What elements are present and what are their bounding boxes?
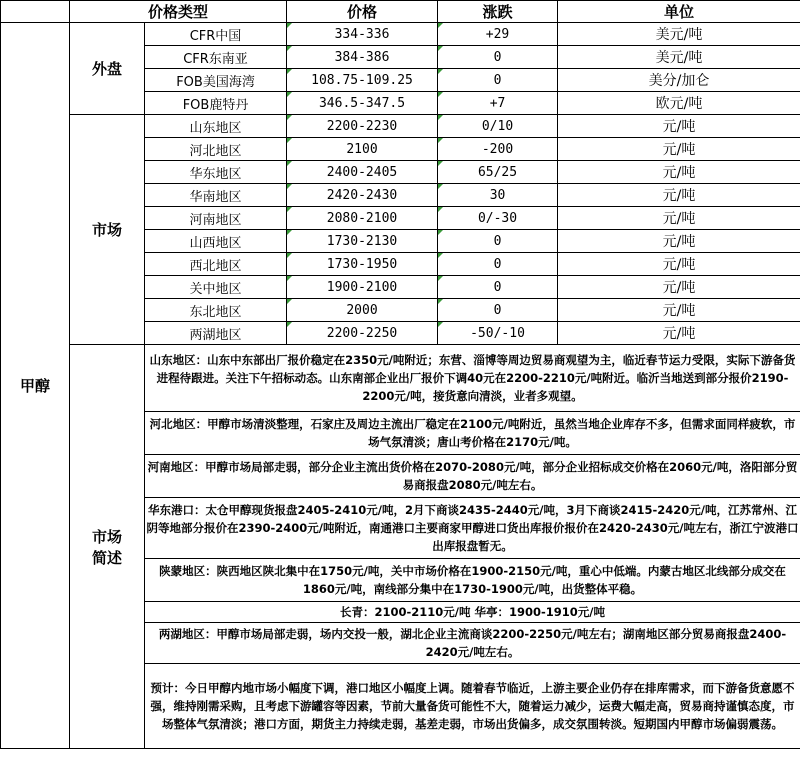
row-price-text: 1730-1950	[326, 256, 398, 272]
row-price	[287, 299, 438, 322]
row-unit: 元/吨	[558, 184, 800, 207]
summary-paragraph: 长青：2100-2110元/吨 华亭：1900-1910元/吨	[145, 602, 800, 623]
row-unit: 元/吨	[558, 161, 800, 184]
header-blank-cell	[1, 1, 70, 23]
row-name: 山东地区	[145, 115, 287, 138]
domestic-category-label: 市场	[70, 115, 145, 345]
row-change-text: 0	[493, 233, 502, 249]
row-price	[287, 276, 438, 299]
row-change	[438, 184, 558, 207]
row-name: 东北地区	[145, 299, 287, 322]
row-change	[438, 230, 558, 253]
row-price	[287, 161, 438, 184]
row-price	[287, 69, 438, 92]
summary-paragraph: 华东港口：太仓甲醇现货报盘2405-2410元/吨，2月下商谈2435-2440元/吨，3月下商谈2415-2420元/吨，江苏常州、江阴等地部分报价在2390-2400元/吨附近，南通港口主要商家甲醇进口货出库报价报价在2420-2430元/吨左右，浙江宁波港口出库报盘暂无。	[145, 498, 800, 559]
comment-marker	[287, 138, 292, 143]
row-name: 河南地区	[145, 207, 287, 230]
row-name: 山西地区	[145, 230, 287, 253]
comment-marker	[438, 69, 443, 74]
row-name: CFR中国	[145, 23, 287, 46]
row-unit: 美分/加仑	[558, 69, 800, 92]
comment-marker	[287, 207, 292, 212]
row-price-text: 2200-2230	[326, 118, 398, 134]
row-change-text: +7	[489, 95, 506, 111]
header-row	[1, 1, 800, 23]
row-change	[438, 46, 558, 69]
row-unit: 元/吨	[558, 299, 800, 322]
row-price	[287, 230, 438, 253]
summary-row	[1, 345, 800, 412]
summary-paragraph: 陕蒙地区：陕西地区陕北集中在1750元/吨，关中市场价格在1900-2150元/吨，重心中低端。内蒙古地区北线部分成交在1860元/吨，南线部分集中在1730-1900元/吨，出货整体平稳。	[145, 559, 800, 602]
comment-marker	[287, 253, 292, 258]
row-unit: 元/吨	[558, 322, 800, 345]
row-price	[287, 207, 438, 230]
comment-marker	[287, 230, 292, 235]
row-name: CFR东南亚	[145, 46, 287, 69]
row-unit: 元/吨	[558, 138, 800, 161]
summary-paragraph: 河南地区：甲醇市场局部走弱，部分企业主流出货价格在2070-2080元/吨，部分企业招标成交价格在2060元/吨，洛阳部分贸易商报盘2080元/吨左右。	[145, 455, 800, 498]
comment-marker	[287, 161, 292, 166]
row-name: 华东地区	[145, 161, 287, 184]
row-change-text: 0/10	[481, 118, 514, 134]
header-price-type: 价格类型	[70, 1, 287, 23]
row-price-text: 1900-2100	[326, 279, 398, 295]
comment-marker	[438, 92, 443, 97]
comment-marker	[287, 69, 292, 74]
summary-paragraph: 两湖地区：甲醇市场局部走弱，场内交投一般，湖北企业主流商谈2200-2250元/吨左右；湖南地区部分贸易商报盘2400-2420元/吨左右。	[145, 623, 800, 664]
comment-marker	[438, 23, 443, 28]
row-change-text: +29	[485, 26, 510, 42]
row-change	[438, 299, 558, 322]
row-unit: 元/吨	[558, 115, 800, 138]
row-change	[438, 322, 558, 345]
row-price-text: 1730-2130	[326, 233, 398, 249]
row-unit: 元/吨	[558, 230, 800, 253]
row-name: 河北地区	[145, 138, 287, 161]
row-price	[287, 46, 438, 69]
row-price	[287, 253, 438, 276]
row-price-text: 384-386	[334, 49, 390, 65]
row-price	[287, 115, 438, 138]
row-name: FOB鹿特丹	[145, 92, 287, 115]
row-price-text: 2200-2250	[326, 325, 398, 341]
row-name: 关中地区	[145, 276, 287, 299]
row-price-text: 2100	[346, 141, 378, 157]
comment-marker	[438, 46, 443, 51]
row-name: 西北地区	[145, 253, 287, 276]
summary-paragraph: 山东地区：山东中东部出厂报价稳定在2350元/吨附近；东营、淄博等周边贸易商观望为主，临近春节运力受限，实际下游备货进程待跟进。关注下午招标动态。山东南部企业出厂报价下调40元在2200-2210元/吨附近。临沂当地送到部分报价2190-2200元/吨，接货意向清淡，业者多观望。	[145, 345, 800, 412]
row-price-text: 108.75-109.25	[311, 72, 413, 88]
row-price-text: 2400-2405	[326, 164, 398, 180]
row-change-text: -50/-10	[470, 325, 525, 341]
row-change	[438, 69, 558, 92]
row-name: 华南地区	[145, 184, 287, 207]
row-price-text: 2420-2430	[326, 187, 398, 203]
row-price	[287, 184, 438, 207]
product-name: 甲醇	[1, 23, 70, 749]
row-price	[287, 92, 438, 115]
row-unit: 美元/吨	[558, 23, 800, 46]
comment-marker	[287, 115, 292, 120]
row-change	[438, 161, 558, 184]
summary-paragraph: 河北地区：甲醇市场清淡整理，石家庄及周边主流出厂稳定在2100元/吨附近，虽然当地企业库存不多，但需求面同样疲软，市场气氛清淡；唐山考价格在2170元/吨。	[145, 412, 800, 455]
row-change-text: 0	[493, 302, 502, 318]
comment-marker	[287, 184, 292, 189]
row-change-text: 0/-30	[477, 210, 518, 226]
comment-marker	[438, 207, 443, 212]
summary-paragraph: 预计：今日甲醇内地市场小幅度下调，港口地区小幅度上调。随着春节临近，上游主要企业仍存在排库需求，而下游备货意愿不强，维持刚需采购，且考虑下游罐容等因素，节前大量备货可能性不大，随着运力减少，运费大幅走高，贸易商持谨慎态度，市场整体气氛清淡；港口方面，期货主力持续走弱，基差走弱，市场出货偏多，成交氛围转淡。短期国内甲醇市场偏弱震荡。	[145, 664, 800, 749]
row-change	[438, 207, 558, 230]
row-price-text: 2080-2100	[326, 210, 398, 226]
row-price-text: 2000	[346, 302, 378, 318]
row-name: FOB美国海湾	[145, 69, 287, 92]
row-change	[438, 276, 558, 299]
row-unit: 元/吨	[558, 207, 800, 230]
row-unit: 欧元/吨	[558, 92, 800, 115]
row-change	[438, 253, 558, 276]
row-unit: 美元/吨	[558, 46, 800, 69]
row-change-text: 30	[489, 187, 506, 203]
row-price	[287, 138, 438, 161]
outer-category-label: 外盘	[70, 23, 145, 115]
row-change	[438, 115, 558, 138]
row-price	[287, 322, 438, 345]
header-unit: 单位	[558, 1, 800, 23]
comment-marker	[287, 92, 292, 97]
row-change	[438, 92, 558, 115]
row-unit: 元/吨	[558, 253, 800, 276]
row-price-text: 334-336	[334, 26, 390, 42]
row-unit: 元/吨	[558, 276, 800, 299]
comment-marker	[438, 161, 443, 166]
comment-marker	[438, 230, 443, 235]
row-change-text: 0	[493, 72, 502, 88]
row-change-text: 0	[493, 49, 502, 65]
comment-marker	[287, 322, 292, 327]
comment-marker	[438, 184, 443, 189]
comment-marker	[438, 276, 443, 281]
row-change-text: 0	[493, 279, 502, 295]
comment-marker	[438, 138, 443, 143]
row-change-text: 0	[493, 256, 502, 272]
summary-label-line2: 简述	[91, 548, 122, 567]
row-change-text: -200	[481, 141, 514, 157]
comment-marker	[438, 299, 443, 304]
row-change	[438, 138, 558, 161]
domestic-row	[1, 115, 800, 138]
comment-marker	[438, 115, 443, 120]
comment-marker	[438, 322, 443, 327]
header-change: 涨跌	[438, 1, 558, 23]
comment-marker	[438, 253, 443, 258]
row-change-text: 65/25	[477, 164, 518, 180]
summary-category-label	[70, 345, 145, 749]
comment-marker	[287, 23, 292, 28]
comment-marker	[287, 276, 292, 281]
outer-row	[1, 23, 800, 46]
row-price	[287, 23, 438, 46]
row-change	[438, 23, 558, 46]
header-price: 价格	[287, 1, 438, 23]
summary-label-line1: 市场	[91, 527, 122, 546]
comment-marker	[287, 299, 292, 304]
row-name: 两湖地区	[145, 322, 287, 345]
row-price-text: 346.5-347.5	[318, 95, 406, 111]
comment-marker	[287, 46, 292, 51]
